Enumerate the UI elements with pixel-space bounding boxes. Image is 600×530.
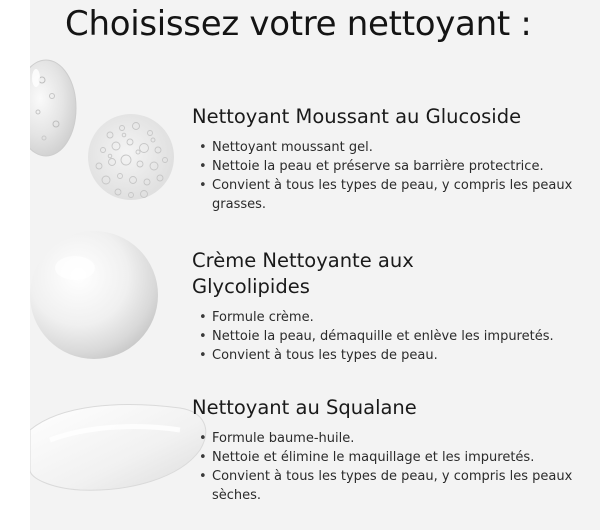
bullet-icon: • xyxy=(199,310,207,325)
bullet-icon: • xyxy=(199,431,207,446)
bullet-icon: • xyxy=(199,140,207,155)
product-name: Nettoyant au Squalane xyxy=(192,396,417,419)
list-item: • Formule baume-huile. xyxy=(199,431,355,446)
foam-bubbles-icon xyxy=(88,114,174,200)
product-name-line-2: Glycolipides xyxy=(192,275,310,298)
list-item: • Nettoie la peau et préserve sa barrière protectrice. xyxy=(199,159,544,174)
list-item: • Nettoie et élimine le maquillage et les impuretés. xyxy=(199,450,535,465)
page-title: Choisissez votre nettoyant : xyxy=(65,4,532,44)
list-item: • Nettoie la peau, démaquille et enlève les impuretés. xyxy=(199,329,554,344)
product-comparison-panel xyxy=(30,0,600,530)
list-item: • Convient à tous les types de peau. xyxy=(199,348,438,363)
feature-list xyxy=(192,308,592,365)
product-squalane xyxy=(192,395,592,505)
feature-list xyxy=(192,429,592,505)
list-item: • Convient à tous les types de peau, y compris les peaux grasses. xyxy=(199,178,573,212)
gel-droplet-icon xyxy=(30,60,76,156)
bullet-icon: • xyxy=(199,329,207,344)
list-item: • Convient à tous les types de peau, y compris les peaux sèches. xyxy=(199,469,573,503)
bullet-icon: • xyxy=(199,178,207,193)
list-item: • Nettoyant moussant gel. xyxy=(199,140,373,155)
list-item: • Formule crème. xyxy=(199,310,314,325)
product-glucoside xyxy=(192,104,592,214)
feature-list xyxy=(192,138,592,214)
balm-smear-icon xyxy=(30,404,206,490)
cream-sphere-icon xyxy=(30,231,158,359)
product-name: Nettoyant Moussant au Glucoside xyxy=(192,105,522,128)
bullet-icon: • xyxy=(199,450,207,465)
product-name-line-1: Crème Nettoyante aux xyxy=(192,249,414,272)
bullet-icon: • xyxy=(199,469,207,484)
bullet-icon: • xyxy=(199,348,207,363)
bullet-icon: • xyxy=(199,159,207,174)
product-glycolipides xyxy=(192,248,592,365)
